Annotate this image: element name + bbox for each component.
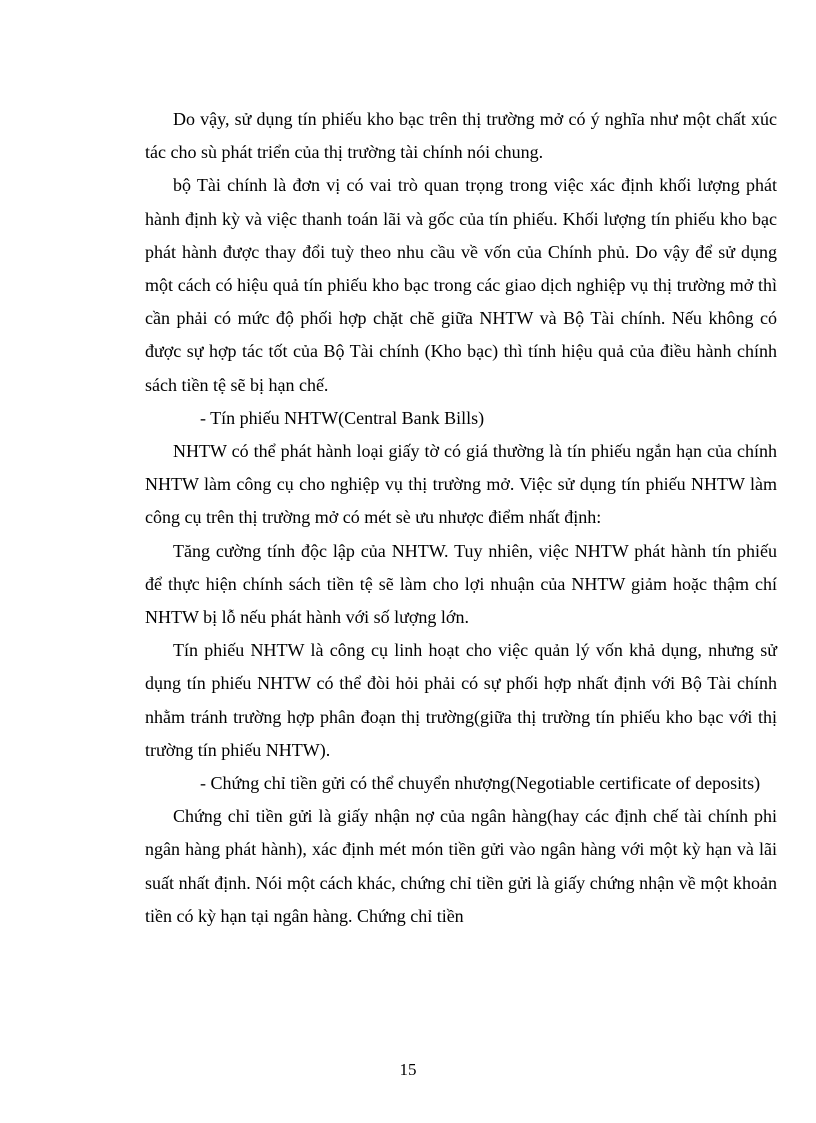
paragraph-treasury-bills-catalyst: Do vậy, sử dụng tín phiếu kho bạc trên thị trường mở có ý nghĩa như một chất xúc tác cho sù phát triển của thị trường tài chính nói chung. <box>145 109 777 163</box>
paragraph-central-bank-bills-intro: NHTW có thể phát hành loại giấy tờ có giá thường là tín phiếu ngắn hạn của chính NHTW làm công cụ cho nghiệp vụ thị trường mở. Việc sử dụng tín phiếu NHTW làm công cụ trên thị trường mở có mét sè ưu nhược điểm nhất định: <box>145 441 777 528</box>
paragraph-certificates-definition: Chứng chỉ tiền gửi là giấy nhận nợ của ngân hàng(hay các định chế tài chính phi ngân hàng phát hành), xác định mét món tiền gửi vào ngân hàng với một kỳ hạn và lãi suất nhất định. Nói một cách khác, chứng chỉ tiền gửi là giấy chứng nhận về một khoản tiền có kỳ hạn tại ngân hàng. Chứng chỉ tiền <box>145 806 777 926</box>
heading-negotiable-certificates: - Chứng chỉ tiền gửi có thể chuyển nhượng(Negotiable certificate of deposits) <box>200 773 761 794</box>
paragraph-flexible-tool: Tín phiếu NHTW là công cụ linh hoạt cho việc quản lý vốn khả dụng, nhưng sử dụng tín phiếu NHTW có thể đòi hỏi phải có sự phối hợp nhất định với Bộ Tài chính nhằm tránh trường hợp phân đoạn thị trường(giữa thị trường tín phiếu kho bạc với thị trường tín phiếu NHTW). <box>145 640 777 760</box>
heading-central-bank-bills: - Tín phiếu NHTW(Central Bank Bills) <box>200 407 485 428</box>
page-number: 15 <box>399 1060 417 1079</box>
paragraph-independence: Tăng cường tính độc lập của NHTW. Tuy nhiên, việc NHTW phát hành tín phiếu để thực hiện chính sách tiền tệ sẽ làm cho lợi nhuận của NHTW giảm hoặc thậm chí NHTW bị lỗ nếu phát hành với số lượng lớn. <box>145 540 777 628</box>
paragraph-ministry-of-finance-role: bộ Tài chính là đơn vị có vai trò quan trọng trong việc xác định khối lượng phát hành định kỳ và việc thanh toán lãi và gốc của tín phiếu. Khối lượng tín phiếu kho bạc phát hành được thay đổi tuỳ theo nhu cầu về vốn của Chính phủ. Do vậy để sử dụng một cách có hiệu quả tín phiếu kho bạc trong các giao dịch nghiệp vụ thị trường mở thì cần phải có mức độ phối hợp chặt chẽ giữa NHTW và Bộ Tài chính. Nếu không có được sự hợp tác tốt của Bộ Tài chính (Kho bạc) thì tính hiệu quả của điều hành chính sách tiền tệ sẽ bị hạn chế. <box>145 175 777 395</box>
document-page <box>145 103 777 933</box>
